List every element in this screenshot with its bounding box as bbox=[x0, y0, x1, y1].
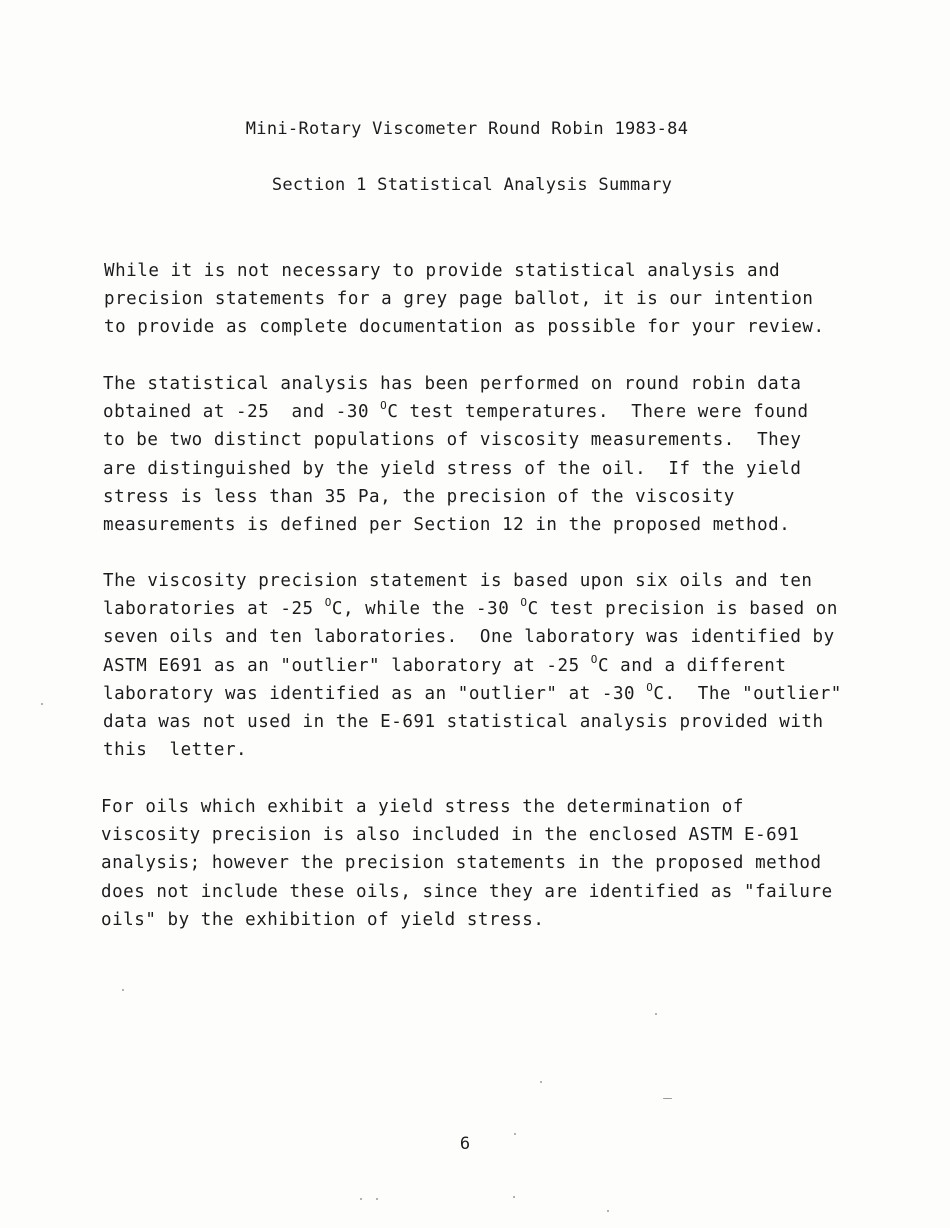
paragraph-line: obtained at -25 and -30 $^O$C test temperatures. There were found bbox=[103, 399, 809, 423]
paragraph-line: laboratories at -25 $^O$C, while the -30 $^O$C test precision is based on bbox=[103, 596, 838, 620]
paragraph-line: to provide as complete documentation as possible for your review. bbox=[104, 317, 825, 338]
degree-symbol: O bbox=[590, 652, 598, 666]
page-number: 6 bbox=[459, 1134, 471, 1154]
paragraph-line: The viscosity precision statement is based upon six oils and ten bbox=[103, 571, 813, 591]
paragraph-line: precision statements for a grey page ballot, it is our intention bbox=[104, 289, 814, 310]
paragraph-precision-statement bbox=[103, 567, 903, 764]
paragraph-line: data was not used in the E-691 statistical analysis provided with bbox=[103, 712, 824, 733]
paragraph-line: are distinguished by the yield stress of the oil. If the yield bbox=[103, 458, 802, 479]
scan-speck bbox=[41, 703, 43, 705]
paragraph-line: ASTM E691 as an "outlier" laboratory at -25 $^O$C and a different bbox=[103, 652, 787, 676]
scan-speck bbox=[376, 1198, 378, 1200]
scan-speck bbox=[663, 1098, 672, 1099]
scan-speck bbox=[514, 1133, 516, 1135]
paragraph-line: does not include these oils, since they are identified as "failure bbox=[101, 881, 833, 902]
paragraph-line: analysis; however the precision statements in the proposed method bbox=[101, 853, 822, 874]
paragraph-line: seven oils and ten laboratories. One laboratory was identified by bbox=[103, 627, 835, 648]
paragraph-line: While it is not necessary to provide statistical analysis and bbox=[104, 261, 781, 281]
scan-speck bbox=[540, 1081, 542, 1083]
scan-speck bbox=[655, 1013, 657, 1015]
scan-speck bbox=[122, 989, 124, 991]
scan-speck bbox=[607, 1210, 609, 1212]
paragraph-yield-stress-oils bbox=[101, 793, 901, 934]
document-title: Mini-Rotary Viscometer Round Robin 1983-84 bbox=[245, 119, 689, 139]
degree-symbol: O bbox=[380, 399, 388, 413]
degree-symbol: O bbox=[324, 596, 332, 610]
paragraph-line: oils" by the exhibition of yield stress. bbox=[101, 909, 545, 930]
paragraph-line: For oils which exhibit a yield stress the determination of bbox=[101, 797, 744, 817]
degree-symbol: O bbox=[646, 680, 654, 694]
scan-speck bbox=[513, 1196, 515, 1198]
scan-speck bbox=[360, 1198, 362, 1200]
paragraph-line: viscosity precision is also included in the enclosed ASTM E-691 bbox=[101, 825, 800, 846]
paragraph-line: stress is less than 35 Pa, the precision of the viscosity bbox=[103, 486, 735, 507]
paragraph-statistical-analysis bbox=[103, 370, 903, 539]
section-heading: Section 1 Statistical Analysis Summary bbox=[271, 175, 673, 195]
paragraph-line: measurements is defined per Section 12 in the proposed method. bbox=[103, 515, 791, 536]
paragraph-line: laboratory was identified as an "outlier" at -30 $^O$C. The "outlier" bbox=[103, 680, 842, 704]
paragraph-line: this letter. bbox=[103, 740, 248, 761]
degree-symbol: O bbox=[520, 596, 528, 610]
paragraph-line: The statistical analysis has been performed on round robin data bbox=[103, 374, 802, 394]
paragraph-intro bbox=[104, 257, 904, 342]
paragraph-line: to be two distinct populations of viscosity measurements. They bbox=[103, 430, 802, 451]
